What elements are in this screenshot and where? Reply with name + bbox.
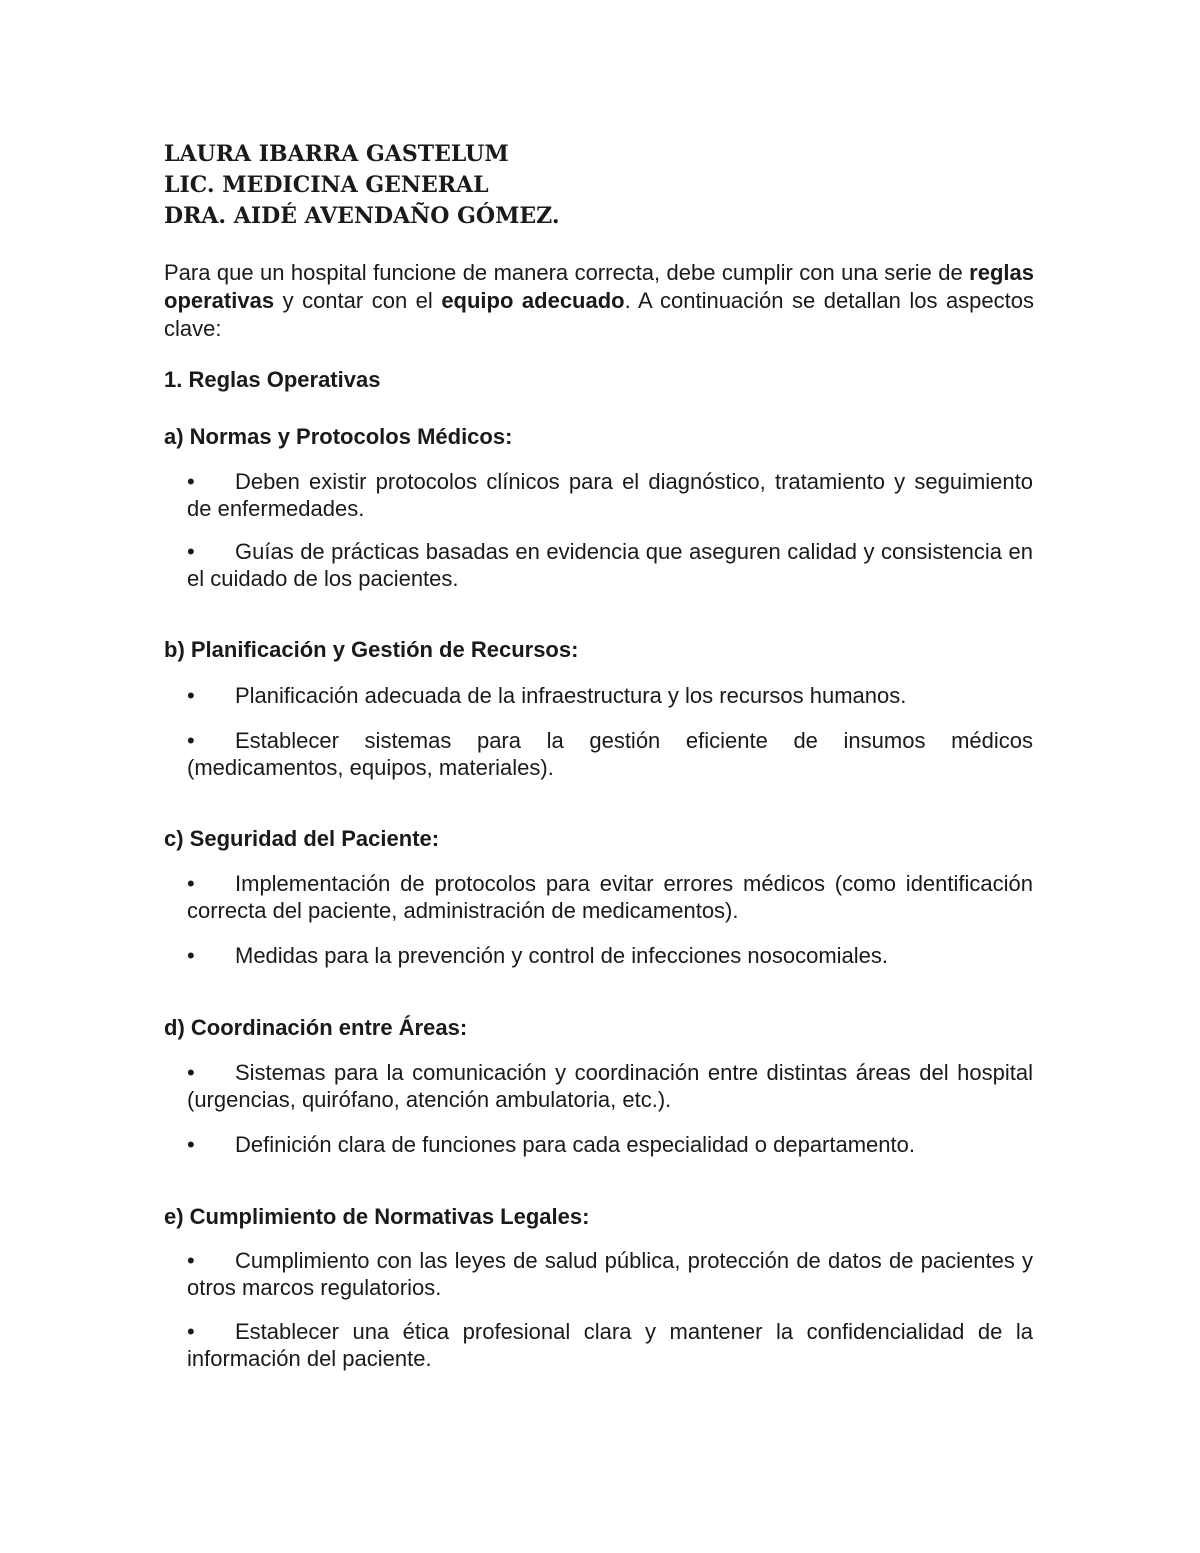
list-item-text: Definición clara de funciones para cada especialidad o departamento. — [235, 1132, 915, 1157]
intro-bold-2: equipo adecuado — [441, 288, 625, 313]
program-name: LIC. MEDICINA GENERAL — [164, 172, 489, 198]
bullet-icon: • — [187, 683, 195, 708]
student-name: LAURA IBARRA GASTELUM — [164, 141, 509, 167]
intro-text-2: y contar con el — [274, 288, 442, 313]
list-item — [187, 870, 1033, 924]
list-item-text: Cumplimiento con las leyes de salud pública, protección de datos de pacientes y otros marcos regulatorios. — [187, 1248, 1033, 1300]
bullet-icon: • — [187, 1132, 195, 1157]
list-item-text: Implementación de protocolos para evitar errores médicos (como identificación correcta del paciente, administración de medicamentos). — [187, 871, 1033, 923]
list-item-text: Deben existir protocolos clínicos para el diagnóstico, tratamiento y seguimiento de enfermedades. — [187, 469, 1033, 521]
section-title-b: b) Planificación y Gestión de Recursos: — [164, 637, 579, 662]
list-item — [187, 1131, 1033, 1158]
section-title-e: e) Cumplimiento de Normativas Legales: — [164, 1204, 590, 1229]
list-item-text: Establecer sistemas para la gestión eficiente de insumos médicos (medicamentos, equipos, materiales). — [187, 728, 1033, 780]
bullet-icon: • — [187, 728, 195, 753]
teacher-name: DRA. AIDÉ AVENDAÑO GÓMEZ. — [164, 203, 560, 229]
bullet-icon: • — [187, 1319, 195, 1344]
intro-text-1: Para que un hospital funcione de manera correcta, debe cumplir con una serie de — [164, 260, 970, 285]
list-item-text: Medidas para la prevención y control de infecciones nosocomiales. — [235, 943, 889, 968]
section-title-a: a) Normas y Protocolos Médicos: — [164, 424, 513, 449]
intro-text-3: . A continuación se detallan los aspectos clave: — [164, 288, 1034, 341]
intro-bold-1: reglas operativas — [164, 260, 1034, 313]
list-item — [187, 1059, 1033, 1113]
list-item — [187, 682, 1033, 709]
list-item — [187, 468, 1033, 522]
bullet-icon: • — [187, 943, 195, 968]
section-title-c: c) Seguridad del Paciente: — [164, 826, 440, 851]
list-item — [187, 942, 1033, 969]
bullet-icon: • — [187, 1060, 195, 1085]
list-item-text: Establecer una ética profesional clara y mantener la confidencialidad de la información del paciente. — [187, 1319, 1033, 1371]
bullet-icon: • — [187, 871, 195, 896]
intro-paragraph — [164, 259, 1034, 343]
bullet-icon: • — [187, 1248, 195, 1273]
list-item — [187, 538, 1033, 592]
list-item-text: Planificación adecuada de la infraestructura y los recursos humanos. — [235, 683, 907, 708]
list-item — [187, 1318, 1033, 1372]
main-heading: 1. Reglas Operativas — [164, 367, 381, 392]
list-item — [187, 1247, 1033, 1301]
bullet-icon: • — [187, 539, 195, 564]
list-item-text: Guías de prácticas basadas en evidencia que aseguren calidad y consistencia en el cuidado de los pacientes. — [187, 539, 1033, 591]
bullet-icon: • — [187, 469, 195, 494]
list-item — [187, 727, 1033, 781]
section-title-d: d) Coordinación entre Áreas: — [164, 1015, 468, 1040]
list-item-text: Sistemas para la comunicación y coordinación entre distintas áreas del hospital (urgencias, quirófano, atención ambulatoria, etc.). — [187, 1060, 1033, 1112]
